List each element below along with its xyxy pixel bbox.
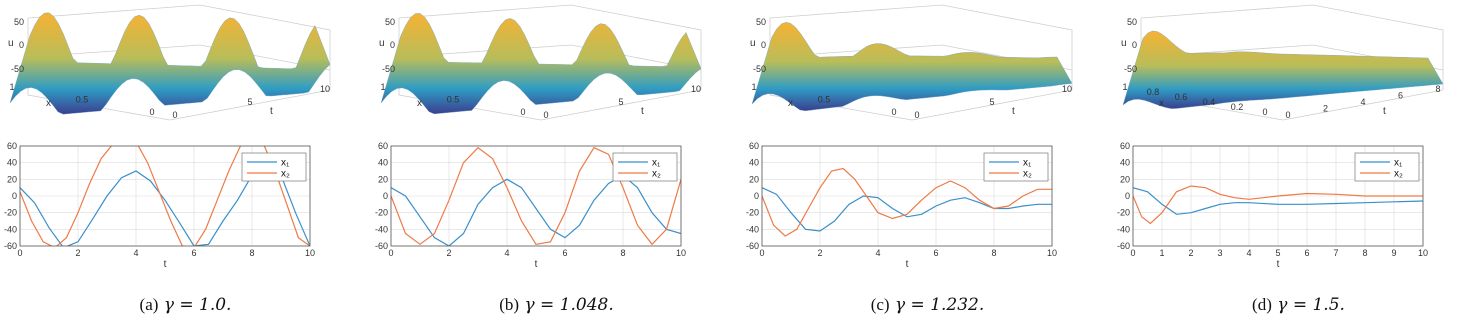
panel-c (742, 0, 1113, 321)
x-tick-label: 6 (1304, 248, 1310, 258)
x-axis-label: t (1276, 259, 1280, 270)
surface-xtick: 0.5 (817, 94, 831, 105)
legend-entry: x₁ (1394, 157, 1403, 169)
surface-mesh-d (1123, 31, 1443, 109)
surface-ttick: 10 (319, 84, 331, 94)
surface-ztick: 50 (13, 17, 24, 27)
surface-ttick: 0 (172, 110, 178, 120)
legend-entry: x₂ (652, 168, 661, 180)
line-plot-b (375, 141, 686, 270)
x-tick-label: 9 (1391, 248, 1397, 258)
line-plot-a (4, 138, 315, 270)
surface-ttick: 4 (1360, 97, 1366, 107)
surface-xtick: 0.8 (1146, 87, 1160, 97)
surface-tlabel: t (1383, 106, 1386, 117)
x-tick-label: 0 (1130, 248, 1136, 258)
y-tick-label: 60 (748, 141, 759, 151)
caption-gamma-b: γ = 1.048. (524, 295, 614, 315)
surface-xtick: 1 (9, 82, 15, 92)
caption-label-a: (a) (139, 295, 159, 314)
x-tick-label: 6 (562, 248, 568, 258)
x-tick-label: 0 (388, 248, 394, 258)
y-tick-label: 0 (1124, 191, 1130, 201)
y-tick-label: 20 (1119, 174, 1130, 185)
x-tick-label: 8 (620, 248, 626, 258)
surface-ztick: 0 (760, 40, 766, 50)
surface-ttick: 0 (1285, 110, 1291, 120)
surface-ttick: 8 (1435, 84, 1441, 94)
surface-xtick: 0.4 (1202, 97, 1216, 107)
legend-entry: x₂ (1023, 168, 1032, 180)
legend-entry: x₁ (281, 157, 290, 169)
y-tick-label: -60 (3, 241, 17, 251)
surface-xtick: 0 (149, 107, 155, 117)
surface-ztick: -50 (1123, 64, 1137, 74)
surface-ttick: 5 (618, 97, 624, 107)
surface-xtick: 0.5 (446, 94, 460, 105)
x-tick-label: 0 (759, 248, 765, 258)
y-tick-label: 0 (382, 191, 388, 201)
surface-ttick: 6 (1397, 90, 1404, 101)
y-tick-label: -40 (1116, 224, 1130, 235)
panel-a (0, 0, 371, 321)
caption-label-c: (c) (870, 295, 890, 314)
surface-zlabel: u (8, 38, 14, 49)
y-tick-label: 60 (6, 141, 17, 151)
surface-plot-b (379, 5, 701, 120)
surface-xtick: 1 (751, 82, 757, 92)
x-tick-label: 0 (17, 248, 23, 258)
y-tick-label: 60 (377, 141, 388, 151)
caption-a (0, 295, 371, 315)
legend-box (613, 153, 677, 181)
caption-d (1113, 295, 1484, 315)
legend (242, 153, 306, 181)
surface-ztick: 0 (18, 40, 24, 50)
caption-gamma-a: γ = 1.0. (163, 295, 232, 315)
y-tick-label: -40 (374, 224, 388, 235)
y-tick-label: -40 (745, 224, 759, 235)
x-tick-label: 2 (817, 248, 823, 258)
surface-xtick: 1 (1122, 82, 1128, 92)
x-tick-label: 1 (1159, 248, 1165, 258)
surface-xtick: 0 (520, 107, 526, 117)
x-tick-label: 4 (875, 248, 881, 258)
surface-xtick: 0 (1262, 107, 1268, 117)
x-axis-label: t (534, 259, 538, 270)
surface-xtick: 0.6 (1174, 92, 1188, 102)
surface-ttick: 0 (914, 110, 920, 120)
x-tick-label: 7 (1333, 248, 1339, 258)
y-tick-label: -20 (374, 207, 388, 218)
x-tick-label: 2 (1188, 248, 1194, 258)
surface-ttick: 10 (1061, 84, 1073, 94)
chart-svg-b (371, 0, 742, 321)
surface-mesh-c (752, 22, 1072, 111)
y-tick-label: 40 (748, 157, 759, 168)
x-tick-label: 10 (1046, 248, 1058, 258)
caption-gamma-c: γ = 1.232. (894, 295, 985, 315)
surface-xtick: 1 (380, 82, 386, 92)
surface-ttick: 2 (1322, 103, 1329, 114)
y-tick-label: -40 (3, 224, 17, 235)
y-tick-label: 0 (11, 191, 17, 201)
y-tick-label: -60 (1116, 241, 1130, 251)
surface-plot-d (1121, 5, 1443, 120)
surface-tlabel: t (1012, 106, 1015, 117)
surface-ztick: 0 (1131, 40, 1137, 50)
x-tick-label: 6 (191, 248, 197, 258)
surface-tlabel: t (270, 106, 273, 117)
panel-d (1113, 0, 1484, 321)
y-tick-label: -60 (745, 241, 759, 251)
surface-zlabel: u (379, 38, 385, 49)
caption-gamma-d: γ = 1.5. (1277, 295, 1345, 315)
surface-ztick: -50 (10, 64, 24, 74)
y-tick-label: 0 (753, 191, 759, 201)
surface-ttick: 10 (690, 84, 702, 94)
x-axis-label: t (905, 259, 909, 270)
y-tick-label: -20 (1116, 207, 1130, 218)
line-plot-c (746, 141, 1057, 270)
x-tick-label: 8 (249, 248, 255, 258)
y-tick-label: 40 (377, 157, 388, 168)
legend (613, 153, 677, 181)
surface-ztick: -50 (381, 64, 395, 74)
surface-xtick: 0.5 (75, 94, 89, 105)
caption-b (371, 295, 742, 315)
surface-tlabel: t (641, 106, 644, 117)
legend-entry: x₂ (281, 168, 290, 180)
x-tick-label: 2 (446, 248, 452, 258)
surface-xlabel: x (1159, 98, 1164, 109)
x-tick-label: 2 (75, 248, 81, 258)
surface-xlabel: x (788, 98, 793, 109)
surface-xtick: 0.2 (1230, 102, 1244, 112)
surface-ztick: 0 (389, 40, 395, 50)
caption-label-d: (d) (1252, 295, 1272, 314)
x-axis-label: t (163, 259, 167, 270)
legend (984, 153, 1048, 181)
surface-ztick: 50 (384, 17, 395, 27)
surface-zlabel: u (1121, 38, 1127, 49)
y-tick-label: 40 (1119, 157, 1130, 168)
x-tick-label: 8 (1362, 248, 1368, 258)
caption-c (742, 295, 1113, 315)
y-tick-label: 40 (6, 157, 17, 168)
surface-xlabel: x (417, 98, 422, 109)
legend-entry: x₁ (652, 157, 661, 169)
y-tick-label: -60 (374, 241, 388, 251)
x-tick-label: 4 (1246, 248, 1252, 258)
chart-svg-a (0, 0, 371, 321)
legend-entry: x₂ (1394, 168, 1403, 180)
legend-box (242, 153, 306, 181)
y-tick-label: 60 (1119, 141, 1130, 151)
legend-box (1355, 153, 1419, 181)
y-tick-label: 20 (748, 174, 759, 185)
x-tick-label: 5 (1275, 248, 1281, 258)
x-tick-label: 10 (304, 248, 316, 258)
panel-b (371, 0, 742, 321)
x-tick-label: 3 (1217, 248, 1223, 258)
surface-xtick: 0 (891, 107, 897, 117)
x-tick-label: 4 (504, 248, 510, 258)
surface-ttick: 0 (543, 110, 549, 120)
x-tick-label: 10 (675, 248, 687, 258)
surface-ttick: 5 (247, 97, 253, 107)
surface-ztick: 50 (755, 17, 766, 27)
legend-entry: x₁ (1023, 157, 1032, 169)
surface-ztick: -50 (752, 64, 766, 74)
surface-plot-c (750, 5, 1072, 120)
chart-svg-d (1113, 0, 1484, 321)
y-tick-label: 20 (6, 174, 17, 185)
x-tick-label: 6 (933, 248, 939, 258)
surface-ttick: 5 (989, 97, 995, 107)
line-plot-d (1117, 141, 1428, 270)
caption-label-b: (b) (499, 295, 520, 314)
surface-ztick: 50 (1126, 17, 1137, 27)
y-tick-label: 20 (377, 174, 388, 185)
x-tick-label: 8 (991, 248, 997, 258)
surface-zlabel: u (750, 38, 756, 49)
chart-svg-c (742, 0, 1113, 321)
surface-xlabel: x (46, 98, 51, 109)
legend-box (984, 153, 1048, 181)
legend (1355, 153, 1419, 181)
y-tick-label: -20 (3, 207, 17, 218)
surface-plot-a (8, 5, 330, 120)
y-tick-label: -20 (745, 207, 759, 218)
x-tick-label: 4 (133, 248, 139, 258)
x-tick-label: 10 (1417, 248, 1429, 258)
